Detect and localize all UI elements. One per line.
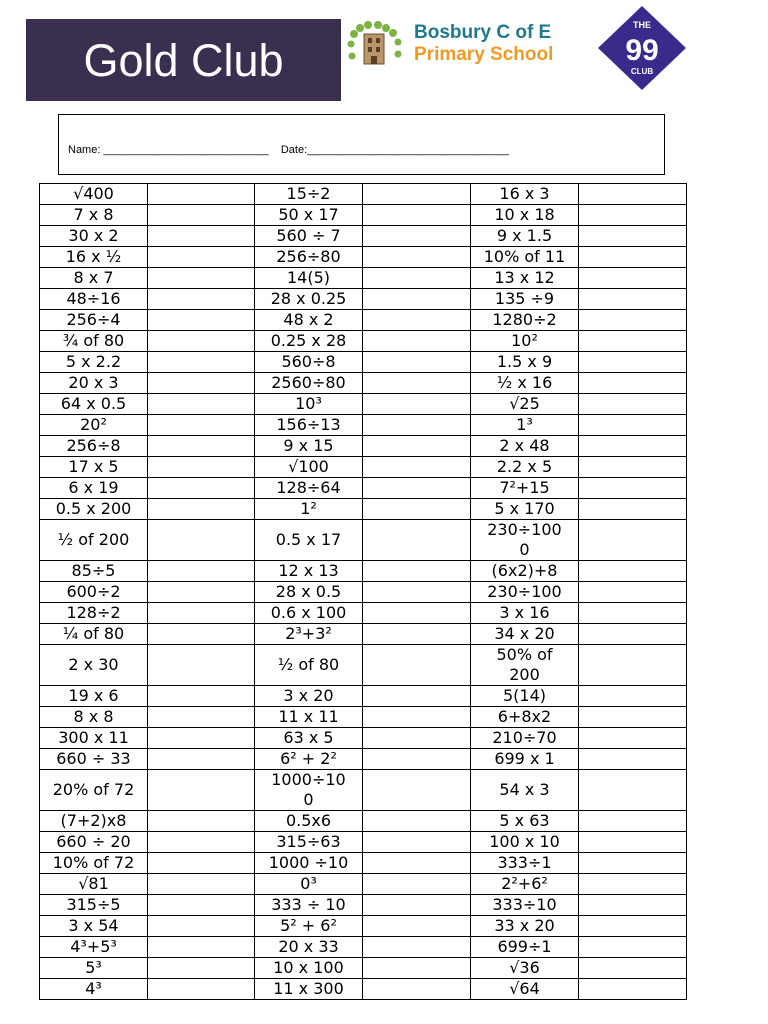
answer-cell[interactable] bbox=[363, 895, 471, 916]
answer-cell[interactable] bbox=[148, 979, 255, 1000]
answer-cell[interactable] bbox=[363, 770, 471, 811]
answer-cell[interactable] bbox=[148, 686, 255, 707]
answer-cell[interactable] bbox=[363, 205, 471, 226]
answer-cell[interactable] bbox=[579, 749, 687, 770]
question-cell: 2560÷80 bbox=[255, 373, 363, 394]
answer-cell[interactable] bbox=[363, 478, 471, 499]
answer-cell[interactable] bbox=[579, 958, 687, 979]
table-row bbox=[40, 457, 687, 478]
answer-cell[interactable] bbox=[148, 352, 255, 373]
table-row bbox=[40, 561, 687, 582]
question-cell: 17 x 5 bbox=[40, 457, 148, 478]
answer-cell[interactable] bbox=[363, 832, 471, 853]
table-row bbox=[40, 770, 687, 811]
answer-cell[interactable] bbox=[148, 415, 255, 436]
answer-cell[interactable] bbox=[148, 247, 255, 268]
answer-cell[interactable] bbox=[363, 937, 471, 958]
question-cell: 333 ÷ 10 bbox=[255, 895, 363, 916]
answer-cell[interactable] bbox=[363, 582, 471, 603]
question-cell: 2.2 x 5 bbox=[471, 457, 579, 478]
answer-cell[interactable] bbox=[148, 770, 255, 811]
answer-cell[interactable] bbox=[363, 916, 471, 937]
answer-cell[interactable] bbox=[579, 770, 687, 811]
question-cell: ½ x 16 bbox=[471, 373, 579, 394]
question-cell: 48 x 2 bbox=[255, 310, 363, 331]
table-row bbox=[40, 811, 687, 832]
answer-cell[interactable] bbox=[363, 226, 471, 247]
question-cell: √36 bbox=[471, 958, 579, 979]
answer-cell[interactable] bbox=[148, 937, 255, 958]
question-cell: 1280÷2 bbox=[471, 310, 579, 331]
question-cell: 1³ bbox=[471, 415, 579, 436]
answer-cell[interactable] bbox=[579, 874, 687, 895]
answer-cell[interactable] bbox=[579, 226, 687, 247]
question-cell: 10 x 100 bbox=[255, 958, 363, 979]
question-cell: 54 x 3 bbox=[471, 770, 579, 811]
answer-cell[interactable] bbox=[363, 499, 471, 520]
answer-cell[interactable] bbox=[363, 561, 471, 582]
question-cell: 16 x ½ bbox=[40, 247, 148, 268]
answer-cell[interactable] bbox=[363, 247, 471, 268]
question-cell: 85÷5 bbox=[40, 561, 148, 582]
question-cell: 2³+3² bbox=[255, 624, 363, 645]
answer-cell[interactable] bbox=[579, 603, 687, 624]
answer-cell[interactable] bbox=[148, 310, 255, 331]
answer-cell[interactable] bbox=[579, 478, 687, 499]
question-cell: 28 x 0.5 bbox=[255, 582, 363, 603]
question-cell: 256÷4 bbox=[40, 310, 148, 331]
table-row bbox=[40, 478, 687, 499]
question-cell: 5² + 6² bbox=[255, 916, 363, 937]
question-cell: 315÷5 bbox=[40, 895, 148, 916]
question-cell: 15÷2 bbox=[255, 184, 363, 205]
school-name-line1: Bosbury C of E bbox=[414, 22, 552, 43]
question-cell: 0.6 x 100 bbox=[255, 603, 363, 624]
question-cell: 699 x 1 bbox=[471, 749, 579, 770]
answer-cell[interactable] bbox=[579, 436, 687, 457]
answer-cell[interactable] bbox=[363, 268, 471, 289]
question-table bbox=[39, 183, 687, 1000]
table-row bbox=[40, 289, 687, 310]
question-cell: 10% of 72 bbox=[40, 853, 148, 874]
answer-cell[interactable] bbox=[579, 624, 687, 645]
table-row bbox=[40, 352, 687, 373]
question-cell: 660 ÷ 33 bbox=[40, 749, 148, 770]
question-cell: 12 x 13 bbox=[255, 561, 363, 582]
question-cell: 33 x 20 bbox=[471, 916, 579, 937]
table-row bbox=[40, 247, 687, 268]
answer-cell[interactable] bbox=[363, 979, 471, 1000]
table-row bbox=[40, 728, 687, 749]
table-row bbox=[40, 895, 687, 916]
question-cell: 11 x 11 bbox=[255, 707, 363, 728]
answer-cell[interactable] bbox=[579, 184, 687, 205]
99-club-logo-icon bbox=[596, 4, 688, 92]
answer-cell[interactable] bbox=[148, 749, 255, 770]
table-row bbox=[40, 499, 687, 520]
question-cell: 600÷2 bbox=[40, 582, 148, 603]
answer-cell[interactable] bbox=[363, 686, 471, 707]
answer-cell[interactable] bbox=[579, 520, 687, 561]
table-row bbox=[40, 268, 687, 289]
question-cell: 50% of 200 bbox=[471, 645, 579, 686]
answer-cell[interactable] bbox=[579, 728, 687, 749]
question-cell: 64 x 0.5 bbox=[40, 394, 148, 415]
answer-cell[interactable] bbox=[148, 226, 255, 247]
answer-cell[interactable] bbox=[363, 373, 471, 394]
table-row bbox=[40, 874, 687, 895]
question-cell: 0.5x6 bbox=[255, 811, 363, 832]
answer-cell[interactable] bbox=[148, 832, 255, 853]
table-row bbox=[40, 331, 687, 352]
question-cell: 0.25 x 28 bbox=[255, 331, 363, 352]
question-cell: 210÷70 bbox=[471, 728, 579, 749]
school-logo bbox=[346, 20, 562, 70]
answer-cell[interactable] bbox=[579, 289, 687, 310]
page-title: Gold Club bbox=[83, 34, 284, 86]
answer-cell[interactable] bbox=[148, 331, 255, 352]
answer-cell[interactable] bbox=[363, 289, 471, 310]
answer-cell[interactable] bbox=[148, 268, 255, 289]
question-cell: 315÷63 bbox=[255, 832, 363, 853]
answer-cell[interactable] bbox=[148, 561, 255, 582]
answer-cell[interactable] bbox=[363, 853, 471, 874]
answer-cell[interactable] bbox=[579, 707, 687, 728]
answer-cell[interactable] bbox=[579, 247, 687, 268]
answer-cell[interactable] bbox=[363, 394, 471, 415]
table-row bbox=[40, 226, 687, 247]
table-row bbox=[40, 645, 687, 686]
question-cell: √25 bbox=[471, 394, 579, 415]
question-cell: 6 x 19 bbox=[40, 478, 148, 499]
answer-cell[interactable] bbox=[363, 457, 471, 478]
answer-cell[interactable] bbox=[148, 436, 255, 457]
question-cell: 16 x 3 bbox=[471, 184, 579, 205]
answer-cell[interactable] bbox=[148, 582, 255, 603]
question-cell: 8 x 7 bbox=[40, 268, 148, 289]
question-cell: 1000÷10 0 bbox=[255, 770, 363, 811]
question-cell: 135 ÷9 bbox=[471, 289, 579, 310]
school-name-line2: Primary School bbox=[414, 44, 554, 65]
question-cell: 1000 ÷10 bbox=[255, 853, 363, 874]
answer-cell[interactable] bbox=[148, 958, 255, 979]
question-cell: 7²+15 bbox=[471, 478, 579, 499]
question-cell: √81 bbox=[40, 874, 148, 895]
question-cell: 20 x 3 bbox=[40, 373, 148, 394]
name-date-box bbox=[58, 114, 665, 175]
question-cell: 6² + 2² bbox=[255, 749, 363, 770]
question-cell: 660 ÷ 20 bbox=[40, 832, 148, 853]
question-cell: 156÷13 bbox=[255, 415, 363, 436]
question-cell: 13 x 12 bbox=[471, 268, 579, 289]
question-cell: 10² bbox=[471, 331, 579, 352]
table-row bbox=[40, 520, 687, 561]
answer-cell[interactable] bbox=[363, 958, 471, 979]
answer-cell[interactable] bbox=[579, 457, 687, 478]
answer-cell[interactable] bbox=[363, 874, 471, 895]
question-cell: 128÷64 bbox=[255, 478, 363, 499]
answer-cell[interactable] bbox=[579, 331, 687, 352]
answer-cell[interactable] bbox=[148, 624, 255, 645]
question-cell: 10 x 18 bbox=[471, 205, 579, 226]
question-cell: 8 x 8 bbox=[40, 707, 148, 728]
question-cell: 20² bbox=[40, 415, 148, 436]
question-cell: 300 x 11 bbox=[40, 728, 148, 749]
question-cell: 4³ bbox=[40, 979, 148, 1000]
answer-cell[interactable] bbox=[579, 811, 687, 832]
table-row bbox=[40, 394, 687, 415]
question-cell: √100 bbox=[255, 457, 363, 478]
answer-cell[interactable] bbox=[148, 373, 255, 394]
question-cell: 14(5) bbox=[255, 268, 363, 289]
title-banner bbox=[26, 19, 341, 101]
answer-cell[interactable] bbox=[579, 499, 687, 520]
answer-cell[interactable] bbox=[363, 624, 471, 645]
answer-cell[interactable] bbox=[579, 916, 687, 937]
answer-cell[interactable] bbox=[148, 289, 255, 310]
answer-cell[interactable] bbox=[363, 184, 471, 205]
question-cell: 3 x 54 bbox=[40, 916, 148, 937]
question-cell: 230÷100 bbox=[471, 582, 579, 603]
question-cell: ½ of 200 bbox=[40, 520, 148, 561]
answer-cell[interactable] bbox=[148, 853, 255, 874]
answer-cell[interactable] bbox=[579, 561, 687, 582]
answer-cell[interactable] bbox=[148, 205, 255, 226]
table-row bbox=[40, 603, 687, 624]
question-cell: 11 x 300 bbox=[255, 979, 363, 1000]
answer-cell[interactable] bbox=[579, 394, 687, 415]
answer-cell[interactable] bbox=[363, 728, 471, 749]
table-row bbox=[40, 184, 687, 205]
table-row bbox=[40, 853, 687, 874]
answer-cell[interactable] bbox=[148, 916, 255, 937]
question-cell: 20% of 72 bbox=[40, 770, 148, 811]
question-cell: 7 x 8 bbox=[40, 205, 148, 226]
question-cell: 48÷16 bbox=[40, 289, 148, 310]
answer-cell[interactable] bbox=[579, 352, 687, 373]
table-row bbox=[40, 937, 687, 958]
answer-cell[interactable] bbox=[148, 728, 255, 749]
question-cell: 230÷100 0 bbox=[471, 520, 579, 561]
question-cell: 2 x 30 bbox=[40, 645, 148, 686]
answer-cell[interactable] bbox=[579, 895, 687, 916]
answer-cell[interactable] bbox=[148, 499, 255, 520]
question-cell: 9 x 15 bbox=[255, 436, 363, 457]
answer-cell[interactable] bbox=[148, 895, 255, 916]
question-cell: 50 x 17 bbox=[255, 205, 363, 226]
question-cell: 0.5 x 200 bbox=[40, 499, 148, 520]
question-cell: 5 x 2.2 bbox=[40, 352, 148, 373]
answer-cell[interactable] bbox=[579, 979, 687, 1000]
table-row bbox=[40, 832, 687, 853]
question-cell: 1² bbox=[255, 499, 363, 520]
answer-cell[interactable] bbox=[148, 478, 255, 499]
club-logo-number: 99 bbox=[625, 34, 659, 67]
answer-cell[interactable] bbox=[148, 707, 255, 728]
question-cell: ¾ of 80 bbox=[40, 331, 148, 352]
answer-cell[interactable] bbox=[579, 415, 687, 436]
answer-cell[interactable] bbox=[579, 268, 687, 289]
answer-cell[interactable] bbox=[148, 811, 255, 832]
answer-cell[interactable] bbox=[363, 436, 471, 457]
answer-cell[interactable] bbox=[579, 582, 687, 603]
answer-cell[interactable] bbox=[148, 520, 255, 561]
question-cell: 2²+6² bbox=[471, 874, 579, 895]
club-logo-top-text: THE bbox=[633, 20, 651, 30]
answer-cell[interactable] bbox=[363, 707, 471, 728]
question-cell: 5(14) bbox=[471, 686, 579, 707]
answer-cell[interactable] bbox=[363, 331, 471, 352]
question-cell: 10³ bbox=[255, 394, 363, 415]
table-row bbox=[40, 436, 687, 457]
question-cell: 6+8x2 bbox=[471, 707, 579, 728]
table-row bbox=[40, 205, 687, 226]
question-cell: 5³ bbox=[40, 958, 148, 979]
table-row bbox=[40, 686, 687, 707]
answer-cell[interactable] bbox=[148, 394, 255, 415]
question-cell: 0.5 x 17 bbox=[255, 520, 363, 561]
answer-cell[interactable] bbox=[363, 811, 471, 832]
question-cell: 5 x 170 bbox=[471, 499, 579, 520]
question-cell: (7+2)x8 bbox=[40, 811, 148, 832]
question-cell: 3 x 16 bbox=[471, 603, 579, 624]
question-cell: 128÷2 bbox=[40, 603, 148, 624]
table-row bbox=[40, 958, 687, 979]
answer-cell[interactable] bbox=[579, 310, 687, 331]
question-cell: 560 ÷ 7 bbox=[255, 226, 363, 247]
answer-cell[interactable] bbox=[363, 603, 471, 624]
question-cell: 3 x 20 bbox=[255, 686, 363, 707]
question-cell: 10% of 11 bbox=[471, 247, 579, 268]
table-row bbox=[40, 624, 687, 645]
question-cell: ¼ of 80 bbox=[40, 624, 148, 645]
question-cell: 9 x 1.5 bbox=[471, 226, 579, 247]
table-row bbox=[40, 707, 687, 728]
table-row bbox=[40, 749, 687, 770]
table-row bbox=[40, 373, 687, 394]
question-cell: ½ of 80 bbox=[255, 645, 363, 686]
table-row bbox=[40, 979, 687, 1000]
answer-cell[interactable] bbox=[148, 874, 255, 895]
question-cell: 4³+5³ bbox=[40, 937, 148, 958]
question-cell: (6x2)+8 bbox=[471, 561, 579, 582]
question-cell: 560÷8 bbox=[255, 352, 363, 373]
answer-cell[interactable] bbox=[363, 352, 471, 373]
table-row bbox=[40, 916, 687, 937]
table-row bbox=[40, 582, 687, 603]
answer-cell[interactable] bbox=[148, 184, 255, 205]
answer-cell[interactable] bbox=[148, 603, 255, 624]
answer-cell[interactable] bbox=[148, 645, 255, 686]
table-row bbox=[40, 415, 687, 436]
school-emblem-icon bbox=[346, 20, 406, 68]
question-cell: 1.5 x 9 bbox=[471, 352, 579, 373]
club-logo-bottom-text: CLUB bbox=[630, 67, 654, 76]
answer-cell[interactable] bbox=[579, 853, 687, 874]
answer-cell[interactable] bbox=[579, 832, 687, 853]
question-cell: 100 x 10 bbox=[471, 832, 579, 853]
answer-cell[interactable] bbox=[579, 373, 687, 394]
table-row bbox=[40, 310, 687, 331]
question-cell: 256÷80 bbox=[255, 247, 363, 268]
answer-cell[interactable] bbox=[579, 205, 687, 226]
question-cell: √400 bbox=[40, 184, 148, 205]
question-cell: 2 x 48 bbox=[471, 436, 579, 457]
name-date-fields[interactable]: Name: ___________________________ Date:_________________________________ bbox=[68, 144, 510, 156]
answer-cell[interactable] bbox=[579, 937, 687, 958]
school-name bbox=[414, 22, 562, 66]
answer-cell[interactable] bbox=[363, 415, 471, 436]
question-cell: 333÷10 bbox=[471, 895, 579, 916]
question-cell: 5 x 63 bbox=[471, 811, 579, 832]
question-cell: 699÷1 bbox=[471, 937, 579, 958]
answer-cell[interactable] bbox=[363, 310, 471, 331]
question-cell: √64 bbox=[471, 979, 579, 1000]
question-cell: 63 x 5 bbox=[255, 728, 363, 749]
answer-cell[interactable] bbox=[363, 520, 471, 561]
question-cell: 20 x 33 bbox=[255, 937, 363, 958]
answer-cell[interactable] bbox=[148, 457, 255, 478]
answer-cell[interactable] bbox=[579, 686, 687, 707]
answer-cell[interactable] bbox=[363, 749, 471, 770]
answer-cell[interactable] bbox=[363, 645, 471, 686]
question-cell: 256÷8 bbox=[40, 436, 148, 457]
question-cell: 19 x 6 bbox=[40, 686, 148, 707]
question-cell: 0³ bbox=[255, 874, 363, 895]
question-cell: 30 x 2 bbox=[40, 226, 148, 247]
answer-cell[interactable] bbox=[579, 645, 687, 686]
question-cell: 333÷1 bbox=[471, 853, 579, 874]
question-cell: 34 x 20 bbox=[471, 624, 579, 645]
question-cell: 28 x 0.25 bbox=[255, 289, 363, 310]
